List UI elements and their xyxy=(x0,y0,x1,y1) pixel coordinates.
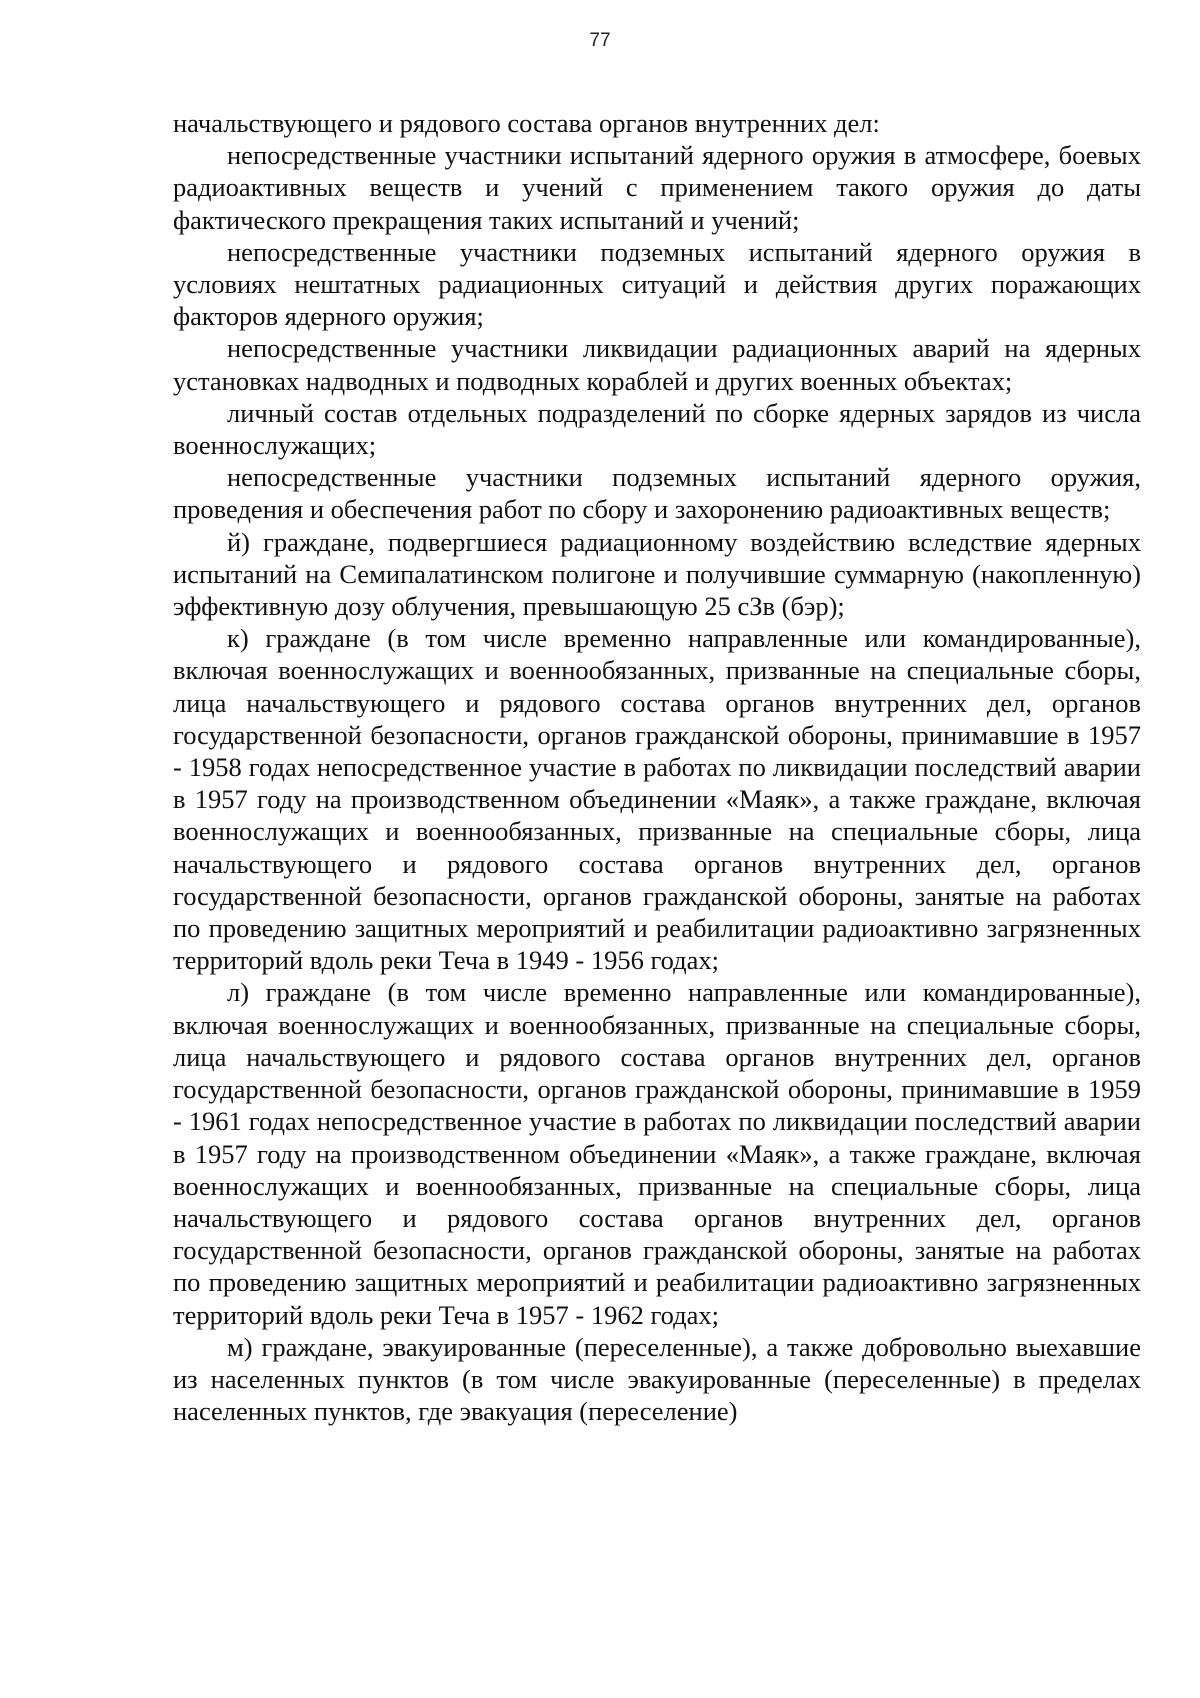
paragraph-item-l: л) граждане (в том числе временно направленные или командированные), включая военнослужащих и военнообязанных, призванные на специальные сборы, лица начальствующего и рядового состава органов внутренних дел, органов государственной безопасности, органов гражданской обороны, принимавшие в 1959 - 1961 годах непосредственное участие в работах по ликвидации последствий аварии в 1957 году на производственном объединении «Маяк», а также граждане, включая военнослужащих и военнообязанных, призванные на специальные сборы, лица начальствующего и рядового состава органов внутренних дел, органов государственной безопасности, органов гражданской обороны, занятые на работах по проведению защитных мероприятий и реабилитации радиоактивно загрязненных территорий вдоль реки Теча в 1957 - 1962 годах; xyxy=(173,977,1141,1330)
paragraph: личный состав отдельных подразделений по сборке ядерных зарядов из числа военнослужащих; xyxy=(173,397,1141,461)
paragraph: непосредственные участники ликвидации радиационных аварий на ядерных установках надводных и подводных кораблей и других военных объектах; xyxy=(173,333,1141,396)
page-number: 77 xyxy=(589,30,611,51)
paragraph: непосредственные участники испытаний ядерного оружия в атмосфере, боевых радиоактивных веществ и учений с применением такого оружия до даты фактического прекращения таких испытаний и учений; xyxy=(173,140,1141,235)
paragraph: непосредственные участники подземных испытаний ядерного оружия в условиях нештатных радиационных ситуаций и действия других поражающих факторов ядерного оружия; xyxy=(173,236,1141,332)
document-body xyxy=(173,107,1141,1427)
paragraph-continuation: начальствующего и рядового состава органов внутренних дел: xyxy=(173,108,880,138)
paragraph-item-y: й) граждане, подвергшиеся радиационному воздействию вследствие ядерных испытаний на Семипалатинском полигоне и получившие суммарную (накопленную) эффективную дозу облучения, превышающую 25 сЗв (бэр); xyxy=(173,526,1141,622)
paragraph-item-m: м) граждане, эвакуированные (переселенные), а также добровольно выехавшие из населенных пунктов (в том числе эвакуированные (переселенные) в пределах населенных пунктов, где эвакуация (переселение) xyxy=(173,1331,1141,1427)
paragraph: непосредственные участники подземных испытаний ядерного оружия, проведения и обеспечения работ по сбору и захоронению радиоактивных веществ; xyxy=(173,462,1141,525)
paragraph-item-k: к) граждане (в том числе временно направленные или командированные), включая военнослужащих и военнообязанных, призванные на специальные сборы, лица начальствующего и рядового состава органов внутренних дел, органов государственной безопасности, органов гражданской обороны, принимавшие в 1957 - 1958 годах непосредственное участие в работах по ликвидации последствий аварии в 1957 году на производственном объединении «Маяк», а также граждане, включая военнослужащих и военнообязанных, призванные на специальные сборы, лица начальствующего и рядового состава органов внутренних дел, органов государственной безопасности, органов гражданской обороны, занятые на работах по проведению защитных мероприятий и реабилитации радиоактивно загрязненных территорий вдоль реки Теча в 1949 - 1956 годах; xyxy=(173,623,1141,976)
